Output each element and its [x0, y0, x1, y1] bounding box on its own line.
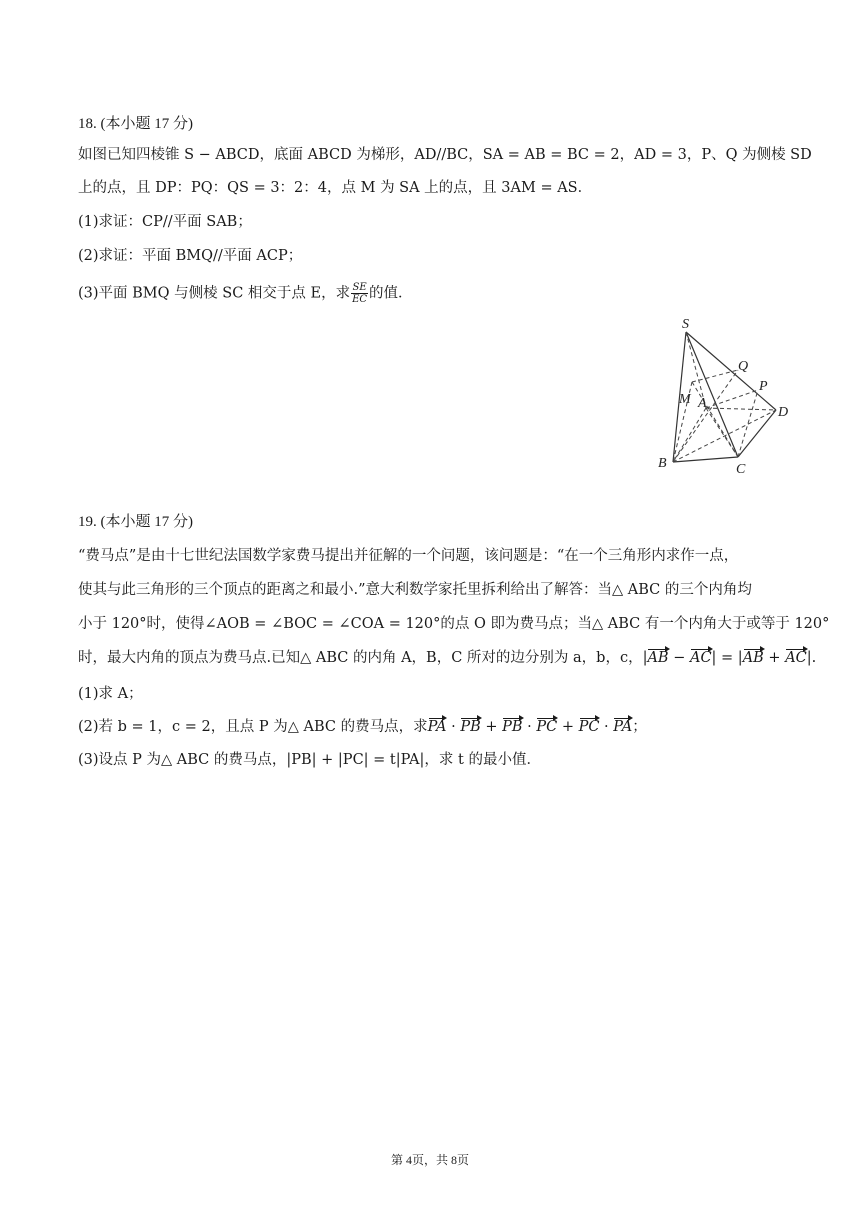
vector-pc: PC — [578, 719, 600, 735]
q19-part2: (2)若 b = 1，c = 2，且点 P 为△ ABC 的费马点，求PA · PB + PB · PC + PC · PA； — [78, 719, 647, 735]
vector-ac: AC — [785, 650, 807, 666]
q19-stem-line2: 使其与此三角形的三个顶点的距离之和最小.”意大利数学家托里拆利给出了解答：当△ ABC 的三个内角均 — [78, 582, 752, 598]
q19-part3: (3)设点 P 为△ ABC 的费马点，|PB| + |PC| = t|PA|，求 t 的最小值． — [78, 752, 541, 768]
q19-stem-line1: “费马点”是由十七世纪法国数学家费马提出并征解的一个问题，该问题是：“在一个三角形内求作一点， — [78, 548, 739, 564]
label-S: S — [682, 317, 689, 332]
edge-SC — [686, 332, 738, 457]
q19-part1: (1)求 A； — [78, 686, 143, 702]
vector-pc: PC — [536, 719, 558, 735]
label-D: D — [778, 405, 789, 420]
q18-part1: (1)求证：CP//平面 SAB； — [78, 214, 252, 230]
vector-ab: AB — [742, 650, 764, 666]
page-footer: 第 4页，共 8页 — [390, 1153, 469, 1167]
label-C: C — [736, 462, 746, 477]
vector-pa: PA — [613, 719, 633, 735]
label-Q: Q — [738, 359, 749, 374]
vector-pb: PB — [460, 719, 481, 735]
edge-CD — [738, 410, 776, 457]
vector-pa: PA — [427, 719, 447, 735]
q18-part2: (2)求证：平面 BMQ//平面 ACP； — [78, 248, 303, 264]
label-P: P — [759, 379, 768, 394]
fraction-se-ec: $\frac{SE}{EC}$ — [352, 282, 368, 305]
q18-part3-text: (3)平面 BMQ 与侧棱 SC 相交于点 E，求 — [78, 285, 351, 302]
q18-stem-line2: 上的点，且 DP：PQ：QS = 3：2：4，点 M 为 SA 上的点，且 3AM = AS． — [78, 180, 593, 196]
q19-stem-line4: 时，最大内角的顶点为费马点.已知△ ABC 的内角 A，B，C 所对的边分别为 a，b，c，|AB − AC| = |AB + AC|. — [78, 650, 817, 666]
q18-stem-line1: 如图已知四棱锥 S − ABCD，底面 ABCD 为梯形，AD//BC，SA = AB = BC = 2，AD = 3，P、Q 为侧棱 SD — [78, 147, 812, 163]
q19-title: 19. (本小题 17 分) — [78, 514, 193, 530]
seg-CP — [738, 390, 758, 457]
seg-BQ — [673, 370, 738, 462]
edge-AD — [706, 408, 776, 410]
q18-title: 18. (本小题 17 分) — [78, 116, 193, 132]
vector-ac: AC — [689, 650, 712, 666]
vector-ab: AB — [647, 650, 669, 666]
q18-part3-tail: 的值． — [369, 285, 413, 302]
vector-pb: PB — [502, 719, 523, 735]
label-B: B — [658, 456, 667, 471]
seg-BD — [673, 410, 776, 462]
edge-BC — [673, 457, 738, 462]
label-M: M — [679, 392, 691, 407]
pyramid-figure — [648, 312, 798, 482]
label-A: A — [698, 396, 707, 411]
q19-stem-line3: 小于 120°时，使得∠AOB = ∠BOC = ∠COA = 120°的点 O 即为费马点；当△ ABC 有一个内角大于或等于 120° — [78, 616, 830, 632]
q18-part3 — [78, 282, 413, 305]
